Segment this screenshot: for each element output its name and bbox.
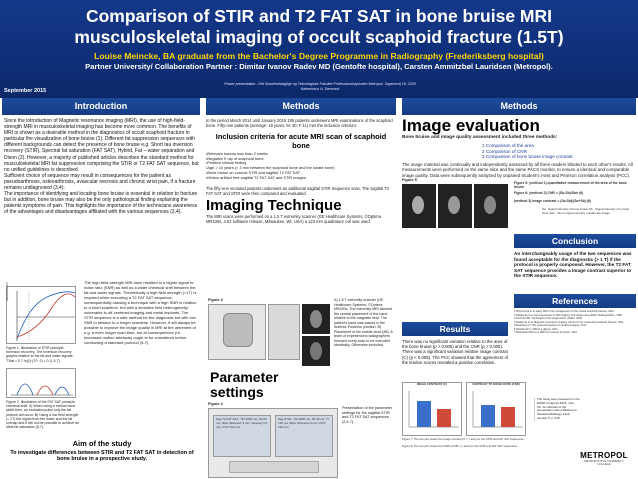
study-note: The study was presented on the ESSR Congress 2015, York, UK. An abstract of the presentation was published in Skeletal Radiology 44(4) number 5, p. 619 (534, 398, 580, 421)
parameter-settings-heading: Parameter settings (210, 369, 279, 400)
figure-3b-stool-photo (268, 304, 300, 360)
chart-right-title: CONTRAST TO NOISE RATIO (CNR) (472, 382, 520, 386)
poster-date: September 2015 (4, 88, 47, 94)
fig1-ylabel: Magnetization (5, 282, 9, 301)
figure-5-mri-c (474, 184, 508, 228)
reference-item: 2 Delfaut E et al. Fat suppression in MR imaging: techniques and pitfalls. Radiographics. 1999 (514, 313, 622, 317)
inversion-recovery-plot (7, 287, 77, 345)
evaluation-methods-list (482, 143, 572, 160)
intro-panel (4, 116, 200, 479)
formula-legend: Sa : Signal intensity of bone bruise Sb : Signal intensity of normal bone Sair : SD of signal intensity outside the image (542, 207, 629, 215)
mri-scanner-shape (223, 313, 253, 347)
methods-heading: Methods (206, 98, 396, 115)
eval-item: 3 Comparison of bone bruise image contrast (482, 154, 573, 160)
imaging-technique-heading: Imaging Technique (206, 197, 342, 215)
poster-header (0, 0, 638, 98)
metropol-logo (578, 451, 630, 475)
figure-5-label: Figure 5 (402, 178, 417, 182)
figure-1-stir-graph (5, 282, 76, 344)
figure-4-parameter-screens (208, 408, 338, 478)
references-heading: References (514, 294, 636, 308)
method-2-text: Figure 6: (method 2) CNR = (Sb-Sb)/Sair (6) (514, 191, 584, 195)
figure-5-mri-b (438, 184, 472, 228)
figure-3a-scanner-photo (208, 304, 266, 360)
figure-8-cnr-chart (466, 382, 526, 436)
figure-4-label: Figure 4 (208, 402, 223, 406)
params-screen-right: Sag STIR - TR 4000 ms, TE 32 ms, TI 130 ms, Slice thickness 3 mm, FOV 110 mm (275, 415, 333, 457)
eval-item: 2 Comparison of CNR (482, 148, 527, 154)
aim-heading: Aim of the study (72, 439, 132, 448)
conclusion-text: An interchangeably usage of the two sequences was found acceptable for the diagnostic (> 1 T) if the protocol is properly composed. However, the T2 FAT SAT sequence provides a image contrast superior to the STIR sequence. (514, 251, 632, 279)
contrast-bars (403, 387, 461, 431)
inclusion-title: Inclusion criteria for acute MRI scan of scaphoid bone (215, 132, 387, 150)
figure-2-fatsat-graph (6, 368, 76, 398)
method-3-text: (method 3) Image contrast = (Sa-Sb)/(Sa+Sb) (6) (514, 199, 591, 203)
reference-item: 6 Westbrook C. MRI at a glance. 2011 (514, 327, 558, 331)
logo-text: METROPOL (580, 451, 628, 460)
criterion-item: • Age > 10 years (> 3 mm between the scaphoid bone and the lunate bone) (206, 166, 396, 171)
eval-item: 1 Comparison of the area (482, 143, 534, 148)
methods-heading-2: Methods (402, 98, 636, 115)
params-screen-left: Sag T2 FAT SAT - TR 3300 ms, TE 80 ms, Slice thickness 3 mm, Spacing 0.5 mm, FOV 110 mm (213, 415, 271, 457)
chemical-shift-plot (7, 369, 77, 399)
methods-intro: In the period March 2014 until January 2015 195 patients underwent MRI examinations of the scaphoid bone. Fifty-one patients (average: 19 years, M: 40; F:11) met the inclusion criteria's. (206, 118, 393, 128)
figure-3-mri-image-a (302, 304, 330, 334)
evaluation-text: The image material was continually and independently assessed by all three readers blinded to each other's results. All measurements were performed on the same slice and the same PACS monitor, to ensure a identical and comparable image quality. Data were subsequently analyzed by unpaired Student's t-test and Pearson correlation analysis (PCC). (402, 162, 633, 178)
figure-7-contrast-chart (402, 382, 462, 436)
conclusion-heading: Conclusion (514, 234, 636, 248)
poster-authors: Louise Meincke, BA graduate from the Bachelor's Degree Programme in Radiography (Frederiksberg hospital) (94, 51, 544, 61)
evaluation-panel (402, 116, 636, 479)
poster-title: Comparison of STIR and T2 FAT SAT in bone bruise MRI musculoskeletal imaging of occult scaphoid fracture (1.5T) (74, 6, 564, 47)
reference-item: 5 Bushberg JT. The essential physics of medical imaging. 2012 (514, 324, 587, 327)
method-1-text: Figure 5: (method 1) quantitative measurement of the area of the bone bruise (514, 181, 627, 189)
image-evaluation-heading: Image evaluation (402, 116, 540, 135)
intro-body-3: The importance of identifying and locating bone bruise is essential in relation to fracture but in addition, bone bruise may also be the only pathological finding explaining the patients symptoms of pain. This highlights the importance of the technicians awareness of the advantages and disadvantages affiliated with the various sequences (3,4). (4, 191, 198, 216)
logo-subtext: METROPOLITAN UNIVERSITY COLLEGE (584, 459, 624, 467)
inclusion-list (206, 152, 396, 180)
imaging-text: The MRI scans were performed on a 1.5 T extremity scanner (GE Healthcare Systems, ©Optima MR430s, 4.02 software release, Milwaukee, WI, USA) a 123 mm quadrature coil was used. (206, 214, 381, 225)
figure-5-mri-a (402, 184, 436, 228)
aim-text: To investigate differences between STIR and T2 FAT SAT in detection of bone bruise in a prospective study. (10, 450, 194, 463)
reference-item: 1 McCormick et al. Early MRI in the management of the clinical scaphoid fracture. 2011 (514, 310, 614, 313)
criterion-item: • Motion artifact free sagittal T2 FAT SAT and STIR images (206, 176, 396, 181)
criterion-item: • Relevant trauma less than 2 weeks (206, 152, 396, 157)
methods-panel (206, 116, 396, 479)
intro-body-2: Sufficient choice of sequence may result in consequences for the patient as pseudoarthrosis, osteoarthrosis, avascular necrosis and chronic wrist pain, if a fracture remains undiagnosed (3,4). (4, 172, 196, 192)
figure-3-mri-image-b (302, 336, 330, 366)
figure-7-caption: Figure 7: The two plot shows the image contrast (C = y axis) for the STIR and FAT SAT sequences. (402, 437, 525, 441)
figure-3-caption: A) 1.5 T extremity scanner (GE Healthcare Systems, ©Optima MR430s. The extremity MRI allowed the central placement of the hand relative to the magnetic field. The patient's hand was placed in the Anterior-Posterior position. B) Placement of the mobile stool (#6). A team of experienced radiographers ensured every scan to be executed identically. Otherwise excluded. (334, 298, 393, 347)
poster-partners: Partner University/ Collaboration Partner : Dimitar Ivanov Radev MD (Gentofte hospital), Carsten Ammitzbøl Lauridsen (Metropol). (85, 62, 553, 71)
figure-8-caption: Figure 8: The two plot shows the CNRs (CNR = y axis) for the STIR and FAT SAT sequences. (402, 444, 518, 448)
results-text: There was no significant variation relative to the area of the bone bruise (p > 0.005) and the CNR (p > 0.005). There was a significant variation relative image contrast (C) (p < 0.005). The PCC showed that the agreement of the tendon scores revealed a positive correlation. (402, 339, 509, 365)
intro-body: Since the introduction of Magnetic resonance imaging (MRI), the use of high-field-strength MRI in musculoskeletal imaging has become more common. The benefits of MRI is shown as a desirable method in the diagnostics of occult scaphoid fracture in particular the visualization of bone bruise (1). Different fat suppression sequences with different backgrounds can detect the presence of bone bruise e.g. Short tau inversion recovery (STIR), Spectral fat saturation (FAT SAT), Hybrid, Fat – water separation and Dixon (2). However, a majority of published articles describes the standard method for musculoskeletal MRI fat suppression comprising the STIR or T2 FAT SAT sequence, but no unified guidelines is described. (4, 118, 199, 173)
intro-heading: Introduction (2, 98, 200, 115)
criterion-item: • Positive clinical finding (206, 161, 396, 166)
image-evaluation-sub: Bone bruise and image quality assessment included three methods: (402, 135, 558, 140)
figure-1-caption: Figure 1. Illustration of STIR principle. Inversion recovery. The inversion recovery graphic relative to the fat and water signals. T1fat = 0.7·ln(2)·(T0 ·2) ≈ 0 (1,5-7). (6, 346, 74, 363)
reference-item: 7 McRobbie DW et al. MRI from picture to proton. 2007 (514, 331, 578, 334)
methods-analysis: The fifty-one recruited patients underwent an additional sagittal STIR Sequence scan. The sagittal T2 FAT SAT and STIR were then compared and evaluated. (206, 186, 390, 197)
criterion-item: • Bone bruise on coronal STIR and sagittal T2 FAT SAT (206, 171, 396, 176)
poster-venue: Poster presentation : Det Sundhedsfaglige og Teknologiske Fakultet Professionshøjskolen Metropol, Tagensvej 18, 2200 København N, Denmark (224, 82, 416, 91)
results-heading: Results (402, 322, 508, 336)
figure-4-caption: Presentation of the parameter settings for the sagittal STIR and T2 FAT SAT sequences (2,5-7). (342, 406, 393, 424)
reference-item: 4 Mallee W et al. Magnetic resonance imaging versus CT for suspected scaphoid fracture. 2011 (514, 320, 624, 324)
cnr-bars (467, 387, 525, 431)
references-list (514, 310, 636, 335)
reference-item: 3 Kirchner RD. Techniques of fat suppression. Radiol. 2005 (514, 317, 583, 320)
figure-2-caption: Figure 2. Illustration of the FAT SAT principle chemical shift. A) When using a narrow band width then, an excitation pulse only the fat protons will occur. B) Using a low field strength (< 1T) the signal from the water and the fat overlap and it will not be possible to achieve an ideal fat saturation (5-7). (6, 400, 80, 430)
chart-left-title: IMAGE CONTRAST (C) (416, 382, 448, 386)
figure-3-label: Figure 3 (208, 298, 223, 302)
intro-side-text: The high-field-strength MRI have resulted in a higher signal to noise ratio (SNR) as well as a wider chemical shift between the fat and water signals. Theoretically a high field strength (>1T) is required when executing a T2 FAT SAT sequence, consequentially causing a technique with a high SNR in relation to a short scantime, but with a sensitive field heterogeneity, vulnerable to off-centered imaging and metal implants. The STIR sequence is a safe method for the diagnostic but with low SNR in relation to a longer scantime. However, it will always be possible to improve the image quality in MRI at the detriment of e.g. a even longer scan-time, but at consequences (i.e. increased motion artefacts) ought to be considered before conducting a standard protocol (5-7). (84, 280, 197, 345)
criterion-item: • Negative X ray of scaphoid bone (206, 157, 396, 162)
